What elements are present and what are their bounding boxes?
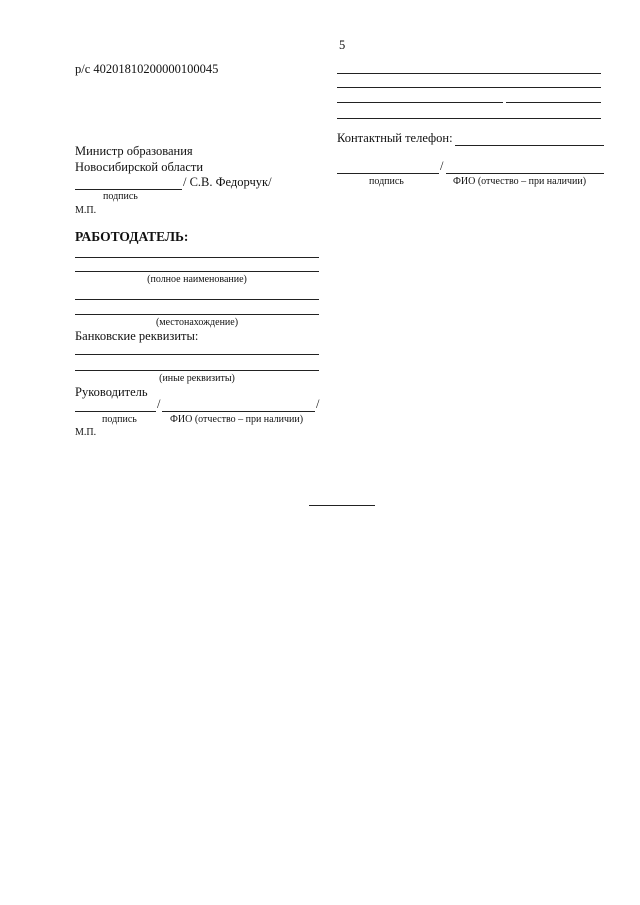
caption-other-details: (иные реквизиты) — [159, 373, 235, 384]
minister-name: / С.В. Федорчук/ — [183, 175, 272, 189]
stamp-mark-2: М.П. — [75, 427, 97, 438]
stamp-mark: М.П. — [75, 205, 97, 216]
head-fio-line — [162, 411, 315, 412]
head-signature-line — [75, 411, 156, 412]
right-line-1 — [337, 73, 601, 74]
head-fio-caption: ФИО (отчество – при наличии) — [170, 414, 304, 425]
right-fio-line — [446, 173, 604, 174]
head-slash-mid: / — [157, 397, 161, 411]
right-signature-line — [337, 173, 439, 174]
phone-label: Контактный телефон: — [337, 131, 453, 145]
bank-details-line-1 — [75, 354, 319, 355]
employer-name-line-1 — [75, 257, 319, 258]
employer-heading: РАБОТОДАТЕЛЬ: — [75, 229, 189, 244]
employer-name-line-2 — [75, 271, 319, 272]
minister-signature-caption: подпись — [103, 191, 138, 202]
minister-signature-line — [75, 189, 182, 190]
employer-location-line-1 — [75, 299, 319, 300]
minister-title-line1: Министр образования — [75, 144, 193, 158]
bank-details-line-2 — [75, 370, 319, 371]
head-label: Руководитель — [75, 385, 148, 399]
right-line-4 — [337, 118, 601, 119]
bank-details-label: Банковские реквизиты: — [75, 329, 199, 343]
closing-rule — [309, 505, 375, 506]
employer-location-line-2 — [75, 314, 319, 315]
right-line-3b — [506, 102, 601, 103]
head-signature-caption: подпись — [102, 414, 137, 425]
right-signature-caption: подпись — [369, 176, 404, 187]
minister-title-line2: Новосибирской области — [75, 160, 204, 174]
right-slash: / — [440, 159, 444, 173]
caption-full-name: (полное наименование) — [147, 274, 247, 285]
head-slash-end: / — [316, 397, 320, 411]
right-line-3a — [337, 102, 503, 103]
right-fio-caption: ФИО (отчество – при наличии) — [453, 176, 587, 187]
phone-line — [455, 145, 604, 146]
page-number: 5 — [339, 38, 346, 52]
caption-location: (местонахождение) — [155, 317, 239, 328]
right-line-2 — [337, 87, 601, 88]
bank-account: р/с 40201810200000100045 — [75, 62, 219, 76]
